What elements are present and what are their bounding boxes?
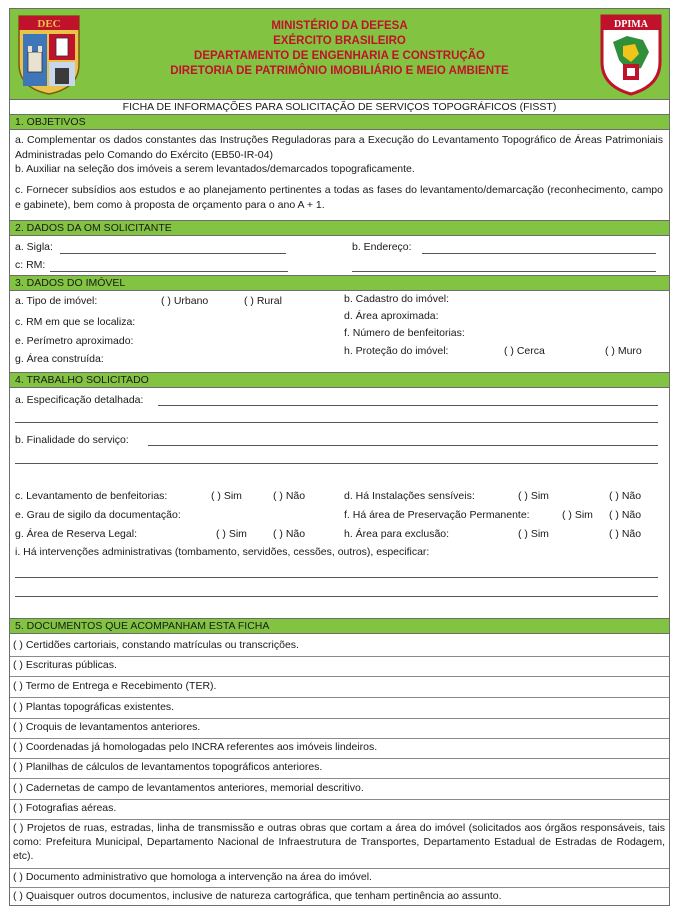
doc-documento-administrativo[interactable]: ( ) Documento administrativo que homologa a intervenção na área do imóvel. <box>13 871 372 883</box>
checkbox-muro[interactable]: ( ) Muro <box>605 345 642 357</box>
header-line-department: DEPARTAMENTO DE ENGENHARIA E CONSTRUÇÃO <box>194 50 485 62</box>
checkbox-reserva-nao[interactable]: ( ) Não <box>273 528 306 540</box>
especificacao-field-line2[interactable] <box>15 422 658 423</box>
label-sigla: a. Sigla: <box>15 241 53 253</box>
checkbox-cerca[interactable]: ( ) Cerca <box>504 345 545 357</box>
doc-cadernetas[interactable]: ( ) Cadernetas de campo de levantamentos anteriores, memorial descritivo. <box>13 782 364 794</box>
label-finalidade: b. Finalidade do serviço: <box>15 434 129 446</box>
doc-termo-entrega[interactable]: ( ) Termo de Entrega e Recebimento (TER). <box>13 680 217 692</box>
section-imovel-header <box>10 275 669 291</box>
doc-plantas[interactable]: ( ) Plantas topográficas existentes. <box>13 701 175 713</box>
doc-planilhas[interactable]: ( ) Planilhas de cálculos de levantamentos topográficos anteriores. <box>13 761 323 773</box>
label-area-construida: g. Área construída: <box>15 353 104 365</box>
doc-divider <box>10 676 669 677</box>
label-cadastro: b. Cadastro do imóvel: <box>344 293 450 305</box>
doc-fotografias[interactable]: ( ) Fotografias aéreas. <box>13 802 117 814</box>
label-tipo-imovel: a. Tipo de imóvel: <box>15 295 98 307</box>
label-intervencoes: i. Há intervenções administrativas (tombamento, servidões, cessões, outros), especificar: <box>15 546 430 558</box>
checkbox-preservacao-nao[interactable]: ( ) Não <box>609 509 642 521</box>
dpima-logo-text: DPIMA <box>614 19 648 30</box>
checkbox-rural[interactable]: ( ) Rural <box>244 295 282 307</box>
label-area-aproximada: d. Área aproximada: <box>344 310 439 322</box>
finalidade-field-line2[interactable] <box>15 463 658 464</box>
doc-divider <box>10 799 669 800</box>
doc-divider <box>10 656 669 657</box>
label-area-exclusao: h. Área para exclusão: <box>344 528 450 540</box>
checkbox-sensiveis-sim[interactable]: ( ) Sim <box>518 490 549 502</box>
label-protecao: h. Proteção do imóvel: <box>344 345 449 357</box>
endereco-field-line2[interactable] <box>352 271 656 272</box>
section-om-header <box>10 220 669 236</box>
doc-certidoes[interactable]: ( ) Certidões cartoriais, constando matrículas ou transcrições. <box>13 639 299 651</box>
objective-a: a. Complementar os dados constantes das Instruções Reguladoras para a Execução do Levantamento Topográfico de Áreas Patrimoniais Administradas pelo Comando do Exército (EB50-IR-04) <box>15 134 663 161</box>
header-title-block <box>130 19 549 79</box>
checkbox-reserva-sim[interactable]: ( ) Sim <box>216 528 247 540</box>
doc-divider <box>10 718 669 719</box>
doc-divider <box>10 758 669 759</box>
section-trabalho-title: 4. TRABALHO SOLICITADO <box>15 374 149 386</box>
label-reserva-legal: g. Área de Reserva Legal: <box>15 528 137 540</box>
checkbox-preservacao-sim[interactable]: ( ) Sim <box>562 509 593 521</box>
rm-field[interactable] <box>50 271 288 272</box>
label-preservacao-permanente: f. Há área de Preservação Permanente: <box>344 509 530 521</box>
section-objectives-title: 1. OBJETIVOS <box>15 116 86 128</box>
endereco-field[interactable] <box>422 253 656 254</box>
section-trabalho-header <box>10 372 669 388</box>
objective-b: b. Auxiliar na seleção dos imóveis a serem levantados/demarcados topograficamente. <box>15 163 415 175</box>
doc-divider <box>10 887 669 888</box>
label-rm: c: RM: <box>15 259 46 271</box>
label-grau-sigilo: e. Grau de sigilo da documentação: <box>15 509 181 521</box>
section-documentos-header <box>10 618 669 634</box>
header-line-army: EXÉRCITO BRASILEIRO <box>273 35 406 47</box>
dec-logo-text: DEC <box>37 18 61 30</box>
label-perimetro: e. Perímetro aproximado: <box>15 335 134 347</box>
dpima-shield-logo <box>599 12 663 96</box>
doc-croquis[interactable]: ( ) Croquis de levantamentos anteriores. <box>13 721 201 733</box>
fisst-form <box>9 8 670 906</box>
section-imovel-title: 3. DADOS DO IMÓVEL <box>15 277 126 289</box>
header-line-directorate: DIRETORIA DE PATRIMÔNIO IMOBILIÁRIO E MEIO AMBIENTE <box>170 65 509 77</box>
section-documentos-title: 5. DOCUMENTOS QUE ACOMPANHAM ESTA FICHA <box>15 620 270 632</box>
label-instalacoes-sensiveis: d. Há Instalações sensíveis: <box>344 490 475 502</box>
checkbox-exclusao-sim[interactable]: ( ) Sim <box>518 528 549 540</box>
doc-divider <box>10 819 669 820</box>
intervencoes-field-line2[interactable] <box>15 596 658 597</box>
doc-divider <box>10 778 669 779</box>
label-numero-benfeitorias: f. Número de benfeitorias: <box>344 327 465 339</box>
doc-divider <box>10 738 669 739</box>
doc-outros[interactable]: ( ) Quaisquer outros documentos, inclusive de natureza cartográfica, que tenham pertinência ao assunto. <box>13 890 502 902</box>
checkbox-benfeitorias-sim[interactable]: ( ) Sim <box>211 490 242 502</box>
especificacao-field[interactable] <box>158 405 658 406</box>
doc-coordenadas[interactable]: ( ) Coordenadas já homologadas pelo INCRA referentes aos imóveis lindeiros. <box>13 741 378 753</box>
doc-divider <box>10 697 669 698</box>
form-title: FICHA DE INFORMAÇÕES PARA SOLICITAÇÃO DE SERVIÇOS TOPOGRÁFICOS (FISST) <box>122 101 557 113</box>
dec-coat-of-arms-logo <box>16 12 82 96</box>
sigla-field[interactable] <box>60 253 286 254</box>
checkbox-urbano[interactable]: ( ) Urbano <box>161 295 209 307</box>
finalidade-field[interactable] <box>148 445 658 446</box>
doc-escrituras[interactable]: ( ) Escrituras públicas. <box>13 659 117 671</box>
header-band <box>10 9 669 100</box>
section-objectives-header <box>10 114 669 130</box>
objective-c: c. Fornecer subsídios aos estudos e ao planejamento pertinentes a todas as fases do levantamento/demarcação (reconhecimento, campo e gabinete), bem como à proposta de orçamento para o ano A + 1. <box>15 184 663 211</box>
intervencoes-field-line1[interactable] <box>15 577 658 578</box>
label-rm-localiza: c. RM em que se localiza: <box>15 316 136 328</box>
checkbox-exclusao-nao[interactable]: ( ) Não <box>609 528 642 540</box>
checkbox-sensiveis-nao[interactable]: ( ) Não <box>609 490 642 502</box>
checkbox-benfeitorias-nao[interactable]: ( ) Não <box>273 490 306 502</box>
label-levantamento-benfeitorias: c. Levantamento de benfeitorias: <box>15 490 168 502</box>
header-line-ministry: MINISTÉRIO DA DEFESA <box>271 20 408 32</box>
label-especificacao: a. Especificação detalhada: <box>15 394 144 406</box>
doc-divider <box>10 868 669 869</box>
doc-projetos[interactable]: ( ) Projetos de ruas, estradas, linha de transmissão e outras obras que cortam a área do imóvel (solicitados aos órgãos responsáveis, tais como: Prefeitura Municipal, Departamento Nacional de Infraestrutura de Transportes, Departamento Estadual de Estradas de Rodagem, etc). <box>13 822 665 862</box>
label-endereco: b. Endereço: <box>352 241 412 253</box>
section-om-title: 2. DADOS DA OM SOLICITANTE <box>15 222 172 234</box>
